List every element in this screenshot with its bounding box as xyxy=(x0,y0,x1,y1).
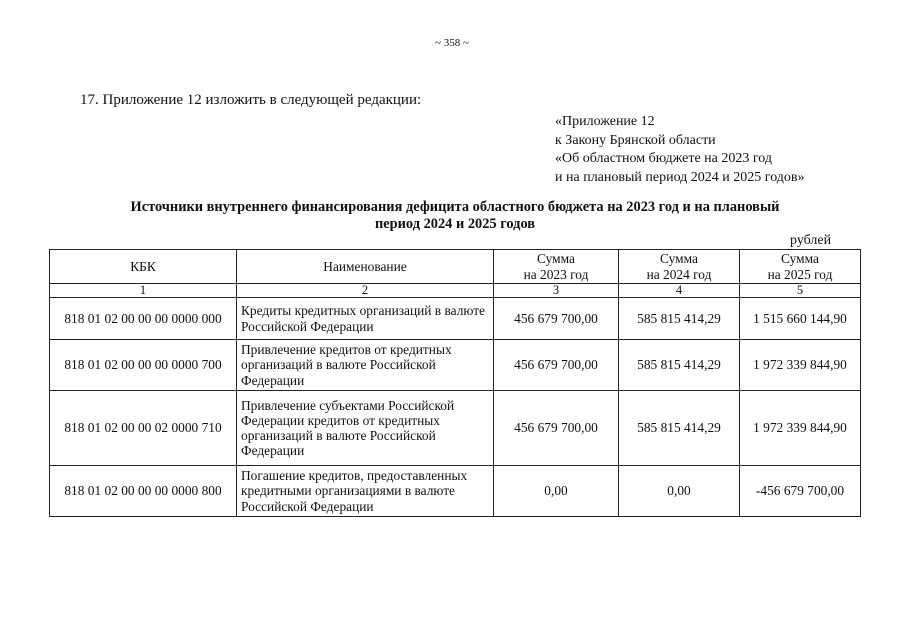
header-sum-2025-line1: Сумма xyxy=(781,251,819,267)
cell-sum-2024: 585 815 414,29 xyxy=(619,298,740,340)
header-sum-2023 xyxy=(494,250,619,284)
column-numbers-row xyxy=(50,284,861,298)
header-sum-2023-line2: на 2023 год xyxy=(523,266,589,282)
header-sum-2024-line2: на 2024 год xyxy=(646,266,712,282)
header-kbk: КБК xyxy=(50,250,237,284)
cell-kbk: 818 01 02 00 00 00 0000 000 xyxy=(50,298,237,340)
cell-sum-2023: 0,00 xyxy=(494,466,619,517)
financing-table xyxy=(49,249,861,517)
header-sum-2024-line1: Сумма xyxy=(660,251,698,267)
cell-sum-2023: 456 679 700,00 xyxy=(494,391,619,466)
cell-sum-2023: 456 679 700,00 xyxy=(494,298,619,340)
cell-name: Кредиты кредитных организаций в валюте Российской Федерации xyxy=(237,298,494,340)
header-sum-2023-line1: Сумма xyxy=(537,251,575,267)
cell-kbk: 818 01 02 00 00 00 0000 700 xyxy=(50,340,237,391)
cell-sum-2023: 456 679 700,00 xyxy=(494,340,619,391)
title-line: период 2024 и 2025 годов xyxy=(374,216,536,232)
title-line: Источники внутреннего финансирования дефицита областного бюджета на 2023 год и на плановый xyxy=(130,199,780,215)
column-number: 1 xyxy=(50,284,237,298)
appendix-line: и на плановый период 2024 и 2025 годов» xyxy=(555,169,805,185)
clause-text: 17. Приложение 12 изложить в следующей редакции: xyxy=(80,92,422,108)
column-number: 2 xyxy=(237,284,494,298)
appendix-line: «Приложение 12 xyxy=(555,114,655,129)
header-name: Наименование xyxy=(237,250,494,284)
cell-sum-2024: 585 815 414,29 xyxy=(619,391,740,466)
cell-sum-2024: 0,00 xyxy=(619,466,740,517)
unit-label: рублей xyxy=(790,233,832,248)
cell-kbk: 818 01 02 00 00 00 0000 800 xyxy=(50,466,237,517)
table-header-row xyxy=(50,250,861,284)
header-sum-2024 xyxy=(619,250,740,284)
document-title xyxy=(60,199,850,233)
header-sum-2025 xyxy=(740,250,861,284)
cell-name: Привлечение субъектами Российской Федерации кредитов от кредитных организаций в валюте Российской Федерации xyxy=(237,391,494,466)
cell-name: Погашение кредитов, предоставленных кредитными организациями в валюте Российской Федерации xyxy=(237,466,494,517)
table-row xyxy=(50,340,861,391)
column-number: 5 xyxy=(740,284,861,298)
column-number: 3 xyxy=(494,284,619,298)
cell-name: Привлечение кредитов от кредитных организаций в валюте Российской Федерации xyxy=(237,340,494,391)
appendix-header xyxy=(555,113,805,187)
table-row xyxy=(50,466,861,517)
cell-sum-2025: 1 515 660 144,90 xyxy=(740,298,861,340)
appendix-line: к Закону Брянской области xyxy=(555,132,716,148)
cell-kbk: 818 01 02 00 00 02 0000 710 xyxy=(50,391,237,466)
column-number: 4 xyxy=(619,284,740,298)
table-row xyxy=(50,298,861,340)
appendix-line: «Об областном бюджете на 2023 год xyxy=(555,151,772,166)
cell-sum-2025: -456 679 700,00 xyxy=(740,466,861,517)
table-row xyxy=(50,391,861,466)
page-number: ~ 358 ~ xyxy=(435,37,469,49)
cell-sum-2025: 1 972 339 844,90 xyxy=(740,391,861,466)
cell-sum-2024: 585 815 414,29 xyxy=(619,340,740,391)
header-sum-2025-line2: на 2025 год xyxy=(767,266,833,282)
cell-sum-2025: 1 972 339 844,90 xyxy=(740,340,861,391)
